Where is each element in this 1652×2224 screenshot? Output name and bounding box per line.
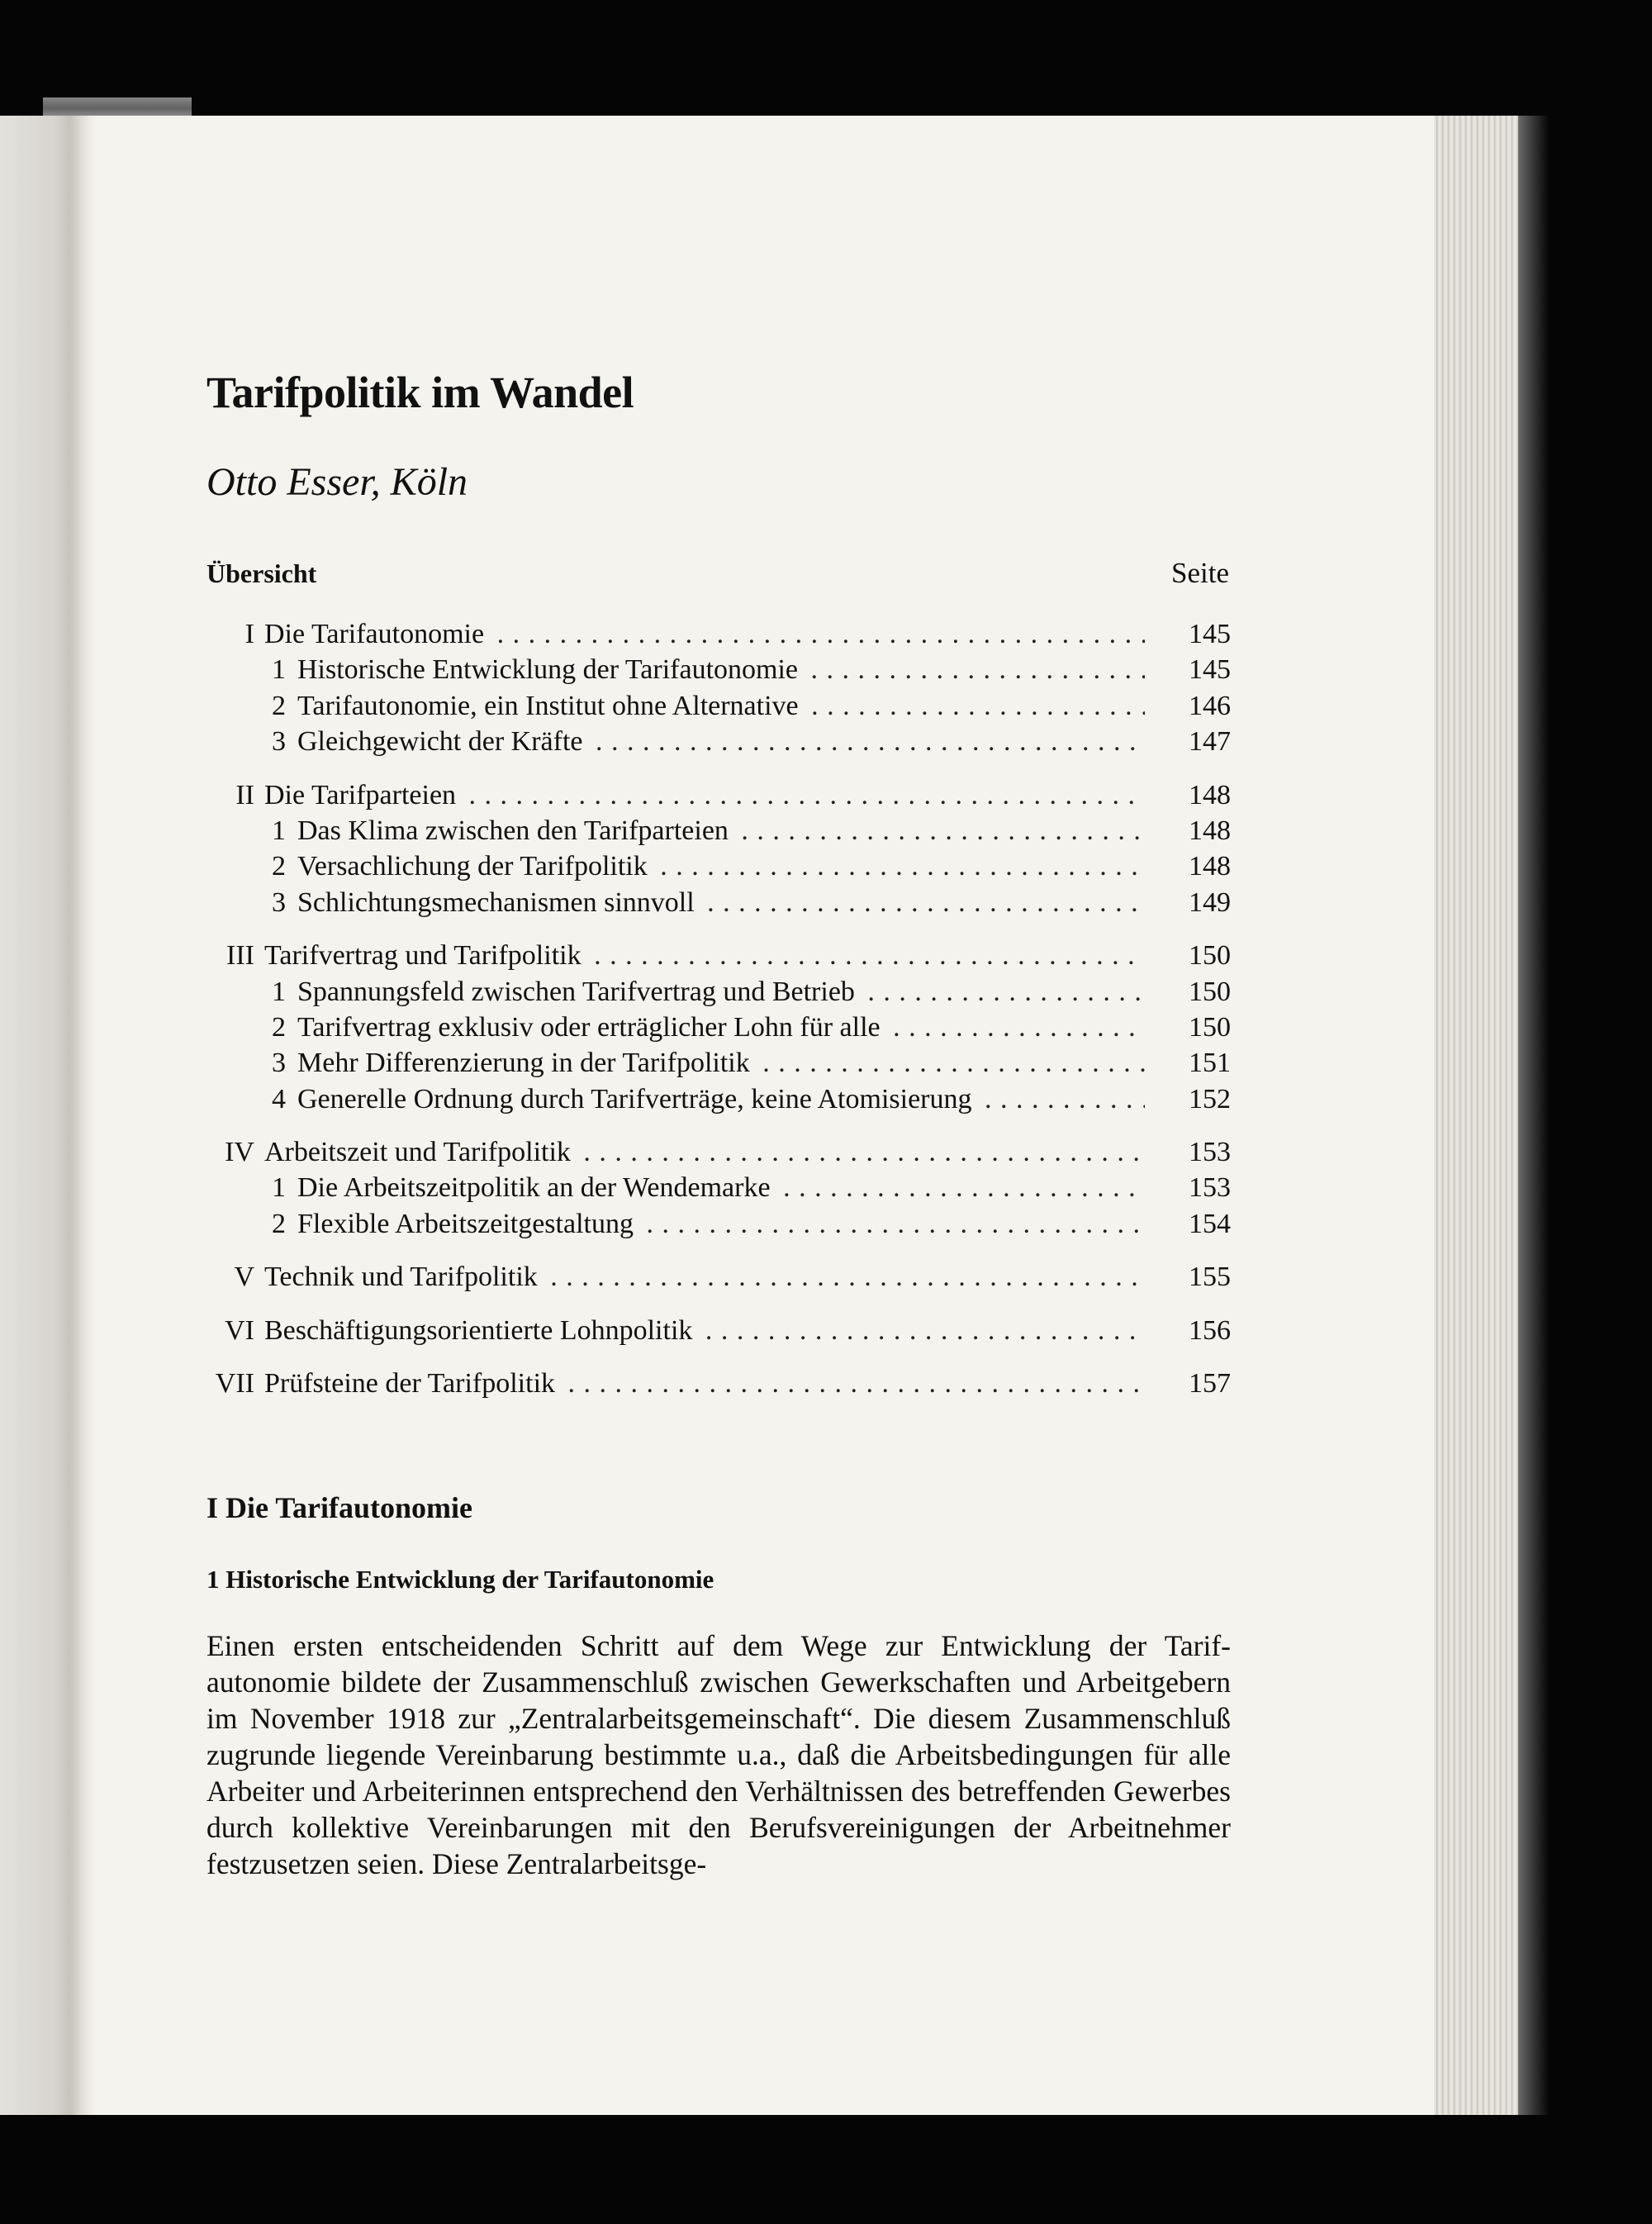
toc-entry bbox=[206, 777, 1231, 813]
toc-subentry bbox=[206, 1045, 1231, 1081]
toc-subentry bbox=[206, 688, 1231, 724]
toc-entry-title-text: Schlichtungsmechanismen sinnvoll bbox=[297, 887, 700, 918]
toc-entry-page: 157 bbox=[1189, 1368, 1231, 1400]
toc-subentry bbox=[206, 813, 1231, 848]
toc-entry-number: 2 bbox=[272, 1208, 286, 1239]
toc-entry-page: 147 bbox=[1189, 726, 1231, 758]
toc-entry-title-text: Beschäftigungsorientierte Lohnpolitik bbox=[264, 1315, 697, 1346]
toc-entry-title-text: Tarifvertrag und Tarifpolitik bbox=[264, 940, 586, 971]
toc-entry-page: 148 bbox=[1189, 851, 1231, 882]
toc-section bbox=[206, 777, 1231, 921]
toc-subentry bbox=[206, 1081, 1231, 1117]
toc-entry-page: 151 bbox=[1189, 1048, 1231, 1079]
toc-section bbox=[206, 1313, 1231, 1348]
toc-entry-page: 148 bbox=[1189, 779, 1231, 810]
toc-entry-number: 1 bbox=[272, 1172, 286, 1204]
toc-subentry bbox=[206, 1010, 1231, 1045]
toc-subentry bbox=[206, 1206, 1231, 1242]
toc-entry-number: VII bbox=[215, 1368, 254, 1400]
toc-entry-title-text: Flexible Arbeitszeitgestaltung bbox=[297, 1209, 638, 1239]
toc-entry-title bbox=[286, 813, 1145, 848]
toc-entry-number: VI bbox=[225, 1314, 254, 1346]
toc-entry-title-text: Tarifautonomie, ein Institut ohne Alternative bbox=[297, 691, 804, 721]
toc-entry-title-text: Tarifvertrag exklusiv oder erträglicher Lohn für alle bbox=[297, 1012, 885, 1043]
toc-entry-page: 145 bbox=[1189, 654, 1231, 686]
toc-entry-title-text: Die Arbeitszeitpolitik an der Wendemarke bbox=[297, 1172, 776, 1203]
toc-header bbox=[206, 557, 1231, 598]
toc-entry-page: 146 bbox=[1189, 690, 1231, 721]
book-spine-shadow bbox=[0, 116, 97, 2115]
toc-entry-number: I bbox=[244, 619, 254, 649]
toc-entry-title bbox=[254, 1134, 1145, 1170]
toc-label: Übersicht bbox=[206, 558, 317, 588]
toc-subentry bbox=[206, 652, 1231, 687]
toc-entry-page: 155 bbox=[1189, 1262, 1231, 1293]
toc-entry-title bbox=[254, 777, 1145, 813]
toc-entry-page: 148 bbox=[1189, 815, 1231, 846]
toc-entry-title-text: Historische Entwicklung der Tarifautonomie bbox=[297, 654, 803, 685]
toc-entry-number: 3 bbox=[272, 1048, 286, 1079]
toc-entry bbox=[206, 1134, 1231, 1170]
toc-entry-number: 2 bbox=[272, 851, 286, 882]
toc-entry-title bbox=[286, 724, 1145, 759]
toc-entry-page: 153 bbox=[1189, 1137, 1231, 1168]
toc-entry-number: 2 bbox=[272, 1011, 286, 1043]
toc-entry-title bbox=[254, 1366, 1145, 1401]
toc-entry-title-text: Die Tarifparteien bbox=[264, 780, 461, 810]
toc-subentry bbox=[206, 885, 1231, 920]
toc-subentry bbox=[206, 1170, 1231, 1205]
toc-entry-number: 3 bbox=[272, 886, 286, 918]
toc-entry-title bbox=[254, 1259, 1145, 1295]
toc-subentry bbox=[206, 848, 1231, 884]
toc-entry-number: 4 bbox=[272, 1083, 286, 1114]
toc-entry-title-text: Generelle Ordnung durch Tarifverträge, keine Atomisierung bbox=[297, 1084, 976, 1114]
page-block-shadow bbox=[1518, 116, 1550, 2115]
toc-entry-title-text: Das Klima zwischen den Tarifparteien bbox=[297, 815, 733, 846]
toc-entry-title bbox=[286, 1206, 1145, 1242]
table-of-contents bbox=[206, 616, 1231, 1401]
toc-entry-page: 149 bbox=[1189, 886, 1231, 918]
toc-section bbox=[206, 1259, 1231, 1295]
toc-section bbox=[206, 1134, 1231, 1242]
toc-entry-number: V bbox=[234, 1262, 254, 1293]
toc-entry-title-text: Arbeitszeit und Tarifpolitik bbox=[264, 1137, 576, 1167]
article-title: Tarifpolitik im Wandel bbox=[206, 368, 634, 417]
toc-entry-number: II bbox=[235, 779, 254, 810]
toc-entry-title bbox=[286, 688, 1145, 724]
toc-entry-page: 150 bbox=[1189, 1011, 1231, 1043]
toc-entry-title-text: Gleichgewicht der Kräfte bbox=[297, 726, 588, 757]
toc-entry-title bbox=[286, 652, 1145, 687]
toc-entry bbox=[206, 616, 1231, 652]
toc-entry-title-text: Die Tarifautonomie bbox=[264, 619, 489, 649]
toc-entry-number: IV bbox=[225, 1137, 254, 1168]
toc-subentry bbox=[206, 724, 1231, 759]
toc-entry-number: 1 bbox=[272, 976, 286, 1007]
toc-entry-title-text: Prüfsteine der Tarifpolitik bbox=[264, 1368, 560, 1399]
toc-entry-title bbox=[254, 938, 1145, 973]
toc-entry-title bbox=[286, 1170, 1145, 1205]
toc-entry-page: 152 bbox=[1189, 1083, 1231, 1114]
section-heading: I Die Tarifautonomie bbox=[206, 1491, 473, 1525]
toc-page-header: Seite bbox=[1171, 557, 1229, 589]
toc-entry-title-text: Versachlichung der Tarifpolitik bbox=[297, 851, 653, 882]
toc-entry-title bbox=[286, 1081, 1145, 1117]
toc-entry-title-text: Technik und Tarifpolitik bbox=[264, 1262, 543, 1292]
toc-section bbox=[206, 616, 1231, 760]
toc-entry bbox=[206, 938, 1231, 973]
toc-entry-number: III bbox=[226, 940, 254, 972]
toc-entry-title bbox=[286, 974, 1145, 1010]
toc-entry-title bbox=[254, 1313, 1145, 1348]
article-author: Otto Esser, Köln bbox=[206, 460, 468, 504]
toc-entry-title bbox=[286, 1045, 1145, 1081]
toc-entry-title-text: Mehr Differenzierung in der Tarifpolitik bbox=[297, 1048, 755, 1078]
toc-entry-page: 156 bbox=[1189, 1314, 1231, 1346]
toc-section bbox=[206, 1366, 1231, 1401]
toc-entry-title bbox=[254, 616, 1145, 652]
toc-entry-title-text: Spannungsfeld zwischen Tarifvertrag und Betrieb bbox=[297, 977, 860, 1007]
toc-entry bbox=[206, 1313, 1231, 1348]
toc-entry-page: 150 bbox=[1189, 976, 1231, 1007]
toc-entry-page: 145 bbox=[1189, 619, 1231, 649]
subsection-heading: 1 Historische Entwicklung der Tarifautonomie bbox=[206, 1565, 714, 1594]
page-content bbox=[206, 364, 1231, 1882]
toc-entry-number: 1 bbox=[272, 654, 286, 686]
toc-subentry bbox=[206, 974, 1231, 1010]
toc-entry bbox=[206, 1259, 1231, 1295]
toc-section bbox=[206, 938, 1231, 1117]
toc-entry-number: 2 bbox=[272, 690, 286, 721]
toc-entry-title bbox=[286, 1010, 1145, 1045]
page-block-edge bbox=[1434, 116, 1518, 2115]
toc-entry-title bbox=[286, 848, 1145, 884]
toc-entry-number: 3 bbox=[272, 726, 286, 758]
toc-entry-title bbox=[286, 885, 1145, 920]
toc-entry-page: 153 bbox=[1189, 1172, 1231, 1204]
toc-entry-page: 154 bbox=[1189, 1208, 1231, 1239]
toc-entry-page: 150 bbox=[1189, 940, 1231, 972]
toc-entry-number: 1 bbox=[272, 815, 286, 846]
body-paragraph: Einen ersten entscheidenden Schritt auf dem Wege zur Entwicklung der Tarifautonomie bildete der Zusammenschluß zwischen Gewerkschaften und Arbeitgebern im November 1918 zur „Zentralarbeitsgemeinschaft“. Die diesem Zusammenschluß zugrunde liegende Vereinbarung bestimmte u.a., daß die Arbeitsbedingungen für alle Arbeiter und Arbeiterinnen entsprechend den Verhältnissen des betreffenden Gewerbes durch kollektive Vereinbarungen mit den Berufsvereinigungen der Arbeitnehmer festzusetzen seien. Diese Zentralarbeitsge- bbox=[206, 1629, 1231, 1881]
toc-entry bbox=[206, 1366, 1231, 1401]
